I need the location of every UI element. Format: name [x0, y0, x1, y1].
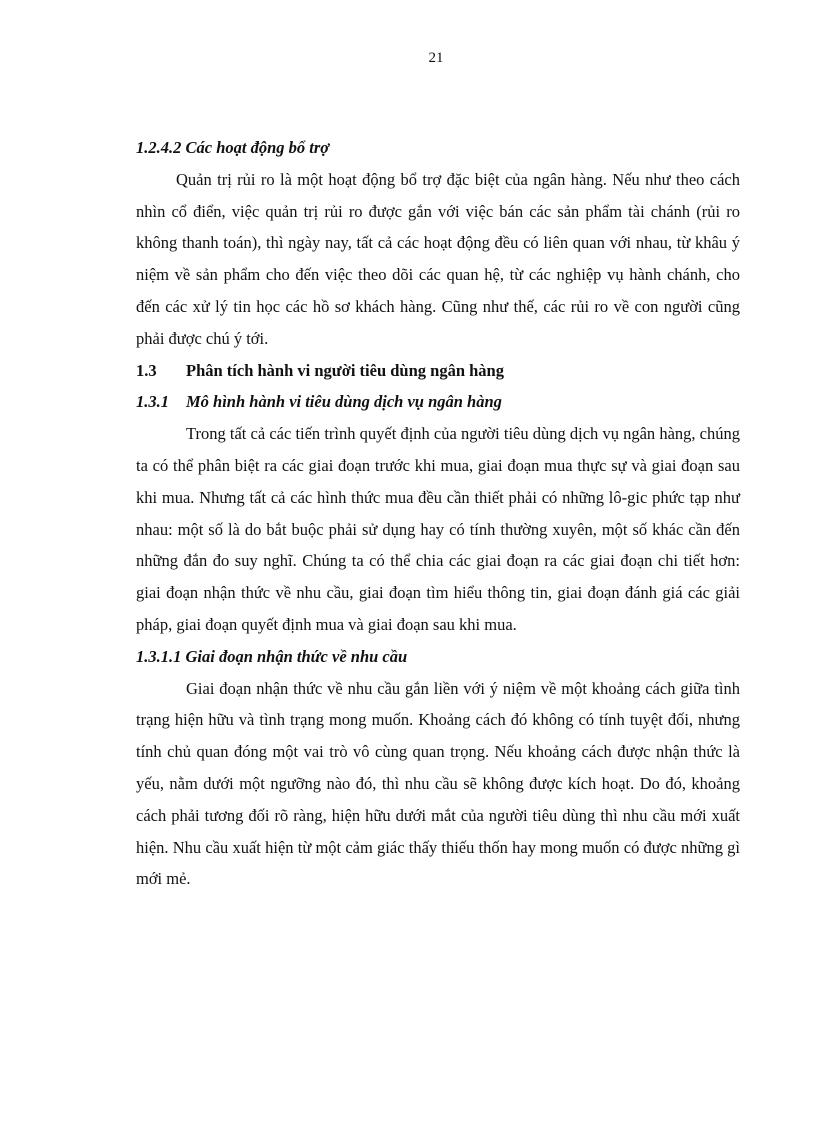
section-heading-1-3	[136, 355, 740, 387]
paragraph-behavior-model: Trong tất cả các tiến trình quyết định của người tiêu dùng dịch vụ ngân hàng, chúng ta có thể phân biệt ra các giai đoạn trước khi mua, giai đoạn mua thực sự và giai đoạn sau khi mua. Nhưng tất cả các hình thức mua đều cần thiết phải có những lô-gic phức tạp như nhau: một số là do bắt buộc phải sử dụng hay có tính thường xuyên, một số khác cần đến những đắn đo suy nghĩ. Chúng ta có thể chia các giai đoạn ra các giai đoạn chi tiết hơn: giai đoạn nhận thức về nhu cầu, giai đoạn tìm hiểu thông tin, giai đoạn đánh giá các giải pháp, giai đoạn quyết định mua và giai đoạn sau khi mua.	[136, 424, 740, 634]
section-number: 1.3.1	[136, 392, 169, 412]
paragraph-risk-management: Quản trị rủi ro là một hoạt động bổ trợ đặc biệt của ngân hàng. Nếu như theo cách nhìn cổ điển, việc quản trị rủi ro được gắn với việc bán các sản phẩm tài chánh (rủi ro không thanh toán), thì ngày nay, tất cả các hoạt động đều có liên quan với nhau, từ khâu ý niệm về sản phẩm cho đến việc theo dõi các quan hệ, từ các nghiệp vụ hành chánh, cho đến các xử lý tin học các hồ sơ khách hàng. Cũng như thế, các rủi ro về con người cũng phải được chú ý tới.	[136, 169, 740, 348]
section-heading-1-3-1-1: 1.3.1.1 Giai đoạn nhận thức về nhu cầu	[136, 646, 408, 666]
section-title: Mô hình hành vi tiêu dùng dịch vụ ngân hàng	[186, 392, 502, 412]
document-body	[136, 132, 740, 895]
page-number: 21	[428, 50, 444, 66]
paragraph-need-recognition: Giai đoạn nhận thức về nhu cầu gắn liền với ý niệm về một khoảng cách giữa tình trạng hiện hữu và tình trạng mong muốn. Khoảng cách đó không có tính tuyệt đối, nhưng tính chủ quan đóng một vai trò vô cùng quan trọng. Nếu khoảng cách được nhận thức là yếu, nằm dưới một ngưỡng nào đó, thì nhu cầu sẽ không được kích hoạt. Do đó, khoảng cách phải tương đối rõ ràng, hiện hữu dưới mắt của người tiêu dùng thì nhu cầu mới xuất hiện. Nhu cầu xuất hiện từ một cảm giác thấy thiếu thốn hay mong muốn có được những gì mới mẻ.	[136, 678, 740, 889]
section-heading-1-3-1	[136, 386, 740, 418]
section-title: Phân tích hành vi người tiêu dùng ngân hàng	[186, 360, 504, 380]
section-heading-1-2-4-2: 1.2.4.2 Các hoạt động bổ trợ	[136, 138, 330, 157]
section-number: 1.3	[136, 360, 157, 380]
